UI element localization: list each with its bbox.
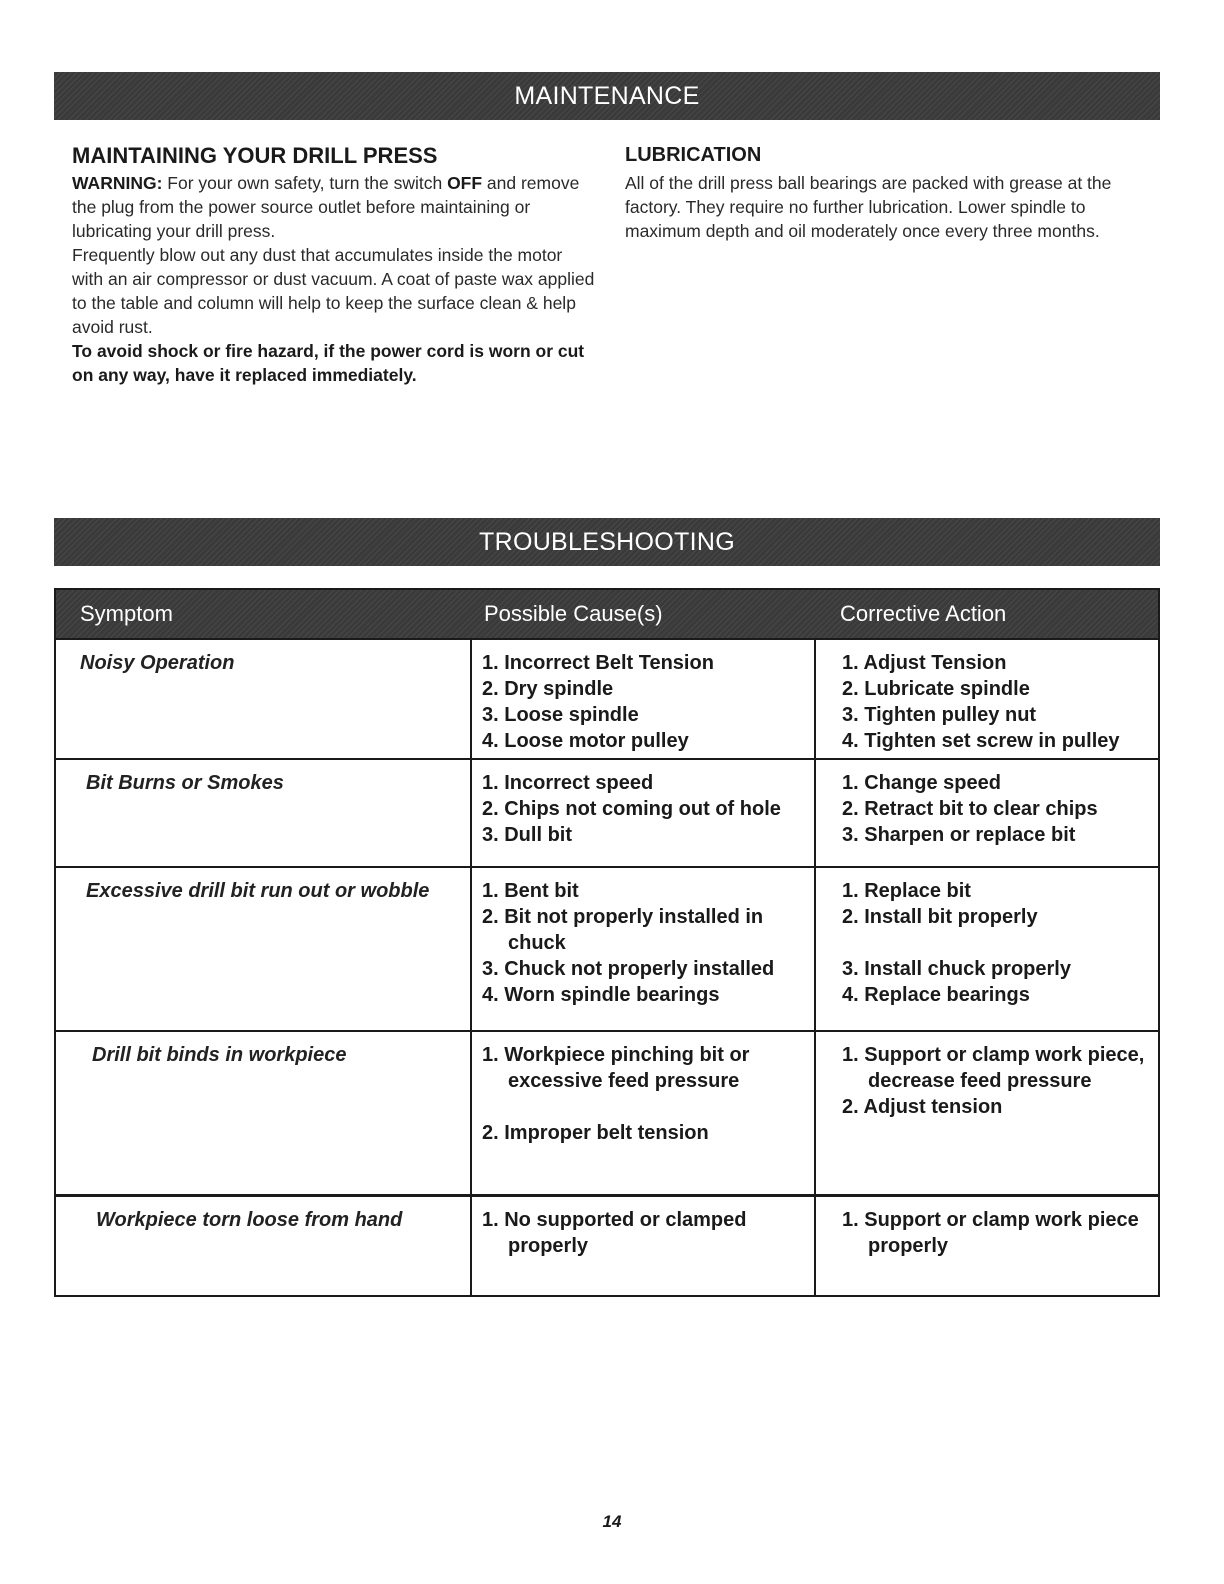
cause-item: 4. Loose motor pulley: [482, 730, 689, 752]
cause-cell: [472, 868, 816, 1030]
cause-item: 2. Dry spindle: [482, 678, 614, 700]
cause-item: 3. Loose spindle: [482, 704, 639, 726]
cause-item: 1. No supported or clamped properly: [482, 1209, 747, 1257]
lubrication-section: [625, 142, 1145, 243]
cause-item: 1. Workpiece pinching bit or excessive feed pressure: [482, 1044, 750, 1092]
cause-item: 2. Chips not coming out of hole: [482, 798, 781, 820]
cause-cell: [472, 760, 816, 866]
warning-text-2: and remove the plug from the power source outlet before maintaining or lubricating your drill press.: [72, 173, 580, 241]
maintaining-section: [72, 142, 597, 387]
action-item: 1. Change speed: [842, 772, 1001, 794]
header-action: Corrective Action: [840, 601, 1007, 626]
lubrication-title: LUBRICATION: [625, 144, 762, 166]
action-item: 4. Replace bearings: [842, 984, 1030, 1006]
maintenance-banner: MAINTENANCE: [54, 72, 1160, 120]
table-header: [56, 590, 1158, 638]
warning-paragraph: [72, 171, 597, 243]
symptom-cell: Workpiece torn loose from hand: [56, 1197, 472, 1295]
action-item: 3. Install chuck properly: [842, 958, 1071, 980]
warning-off: OFF: [447, 173, 483, 193]
action-cell: [816, 1197, 1158, 1295]
cause-item: 3. Dull bit: [482, 824, 572, 846]
action-item: 2. Install bit properly: [842, 906, 1038, 928]
symptom-cell: Bit Burns or Smokes: [56, 760, 472, 866]
action-item: 1. Support or clamp work piece, decrease feed pressure: [842, 1044, 1145, 1092]
header-symptom: Symptom: [80, 601, 173, 626]
table-row: [56, 758, 1158, 866]
action-item: 1. Replace bit: [842, 880, 971, 902]
dust-paragraph: Frequently blow out any dust that accumulates inside the motor with an air compressor or dust vacuum. A coat of paste wax applied to the table and column will help to keep the surface clean & help avoid rust.: [72, 245, 595, 337]
table-row: [56, 1030, 1158, 1194]
cause-item: 1. Bent bit: [482, 880, 579, 902]
lubrication-paragraph: All of the drill press ball bearings are packed with grease at the factory. They require no further lubrication. Lower spindle to maximum depth and oil moderately once every three months.: [625, 173, 1112, 241]
action-item: 3. Sharpen or replace bit: [842, 824, 1076, 846]
cause-cell: [472, 1197, 816, 1295]
spacer: [482, 1094, 814, 1120]
action-cell: [816, 640, 1158, 758]
page-number: 14: [602, 1512, 622, 1531]
cause-cell: [472, 1032, 816, 1194]
action-item: 2. Adjust tension: [842, 1096, 1003, 1118]
cause-item: 1. Incorrect Belt Tension: [482, 652, 714, 674]
action-cell: [816, 760, 1158, 866]
power-cord-note: To avoid shock or fire hazard, if the power cord is worn or cut on any way, have it replaced immediately.: [72, 341, 585, 385]
action-item: 2. Retract bit to clear chips: [842, 798, 1098, 820]
cause-cell: [472, 640, 816, 758]
action-item: 1. Support or clamp work piece properly: [842, 1209, 1139, 1257]
cause-item: 3. Chuck not properly installed: [482, 958, 775, 980]
spacer: [842, 930, 1158, 956]
maintaining-title: MAINTAINING YOUR DRILL PRESS: [72, 143, 438, 168]
cause-item: 1. Incorrect speed: [482, 772, 654, 794]
symptom-cell: Noisy Operation: [56, 640, 472, 758]
cause-item: 2. Improper belt tension: [482, 1122, 709, 1144]
troubleshooting-banner: TROUBLESHOOTING: [54, 518, 1160, 566]
troubleshooting-table: [54, 588, 1160, 1297]
cause-item: 2. Bit not properly installed in chuck: [482, 906, 764, 954]
action-cell: [816, 868, 1158, 1030]
table-row: [56, 866, 1158, 1030]
action-item: 1. Adjust Tension: [842, 652, 1007, 674]
action-item: 3. Tighten pulley nut: [842, 704, 1037, 726]
warning-label: WARNING:: [72, 173, 163, 193]
symptom-cell: Drill bit binds in workpiece: [56, 1032, 472, 1194]
warning-text-1: For your own safety, turn the switch: [162, 173, 448, 193]
action-cell: [816, 1032, 1158, 1194]
table-row: [56, 638, 1158, 758]
header-cause: Possible Cause(s): [484, 601, 663, 626]
action-item: 4. Tighten set screw in pulley: [842, 730, 1120, 752]
action-item: 2. Lubricate spindle: [842, 678, 1030, 700]
cause-item: 4. Worn spindle bearings: [482, 984, 720, 1006]
table-row: [56, 1194, 1158, 1295]
symptom-cell: Excessive drill bit run out or wobble: [56, 868, 472, 1030]
